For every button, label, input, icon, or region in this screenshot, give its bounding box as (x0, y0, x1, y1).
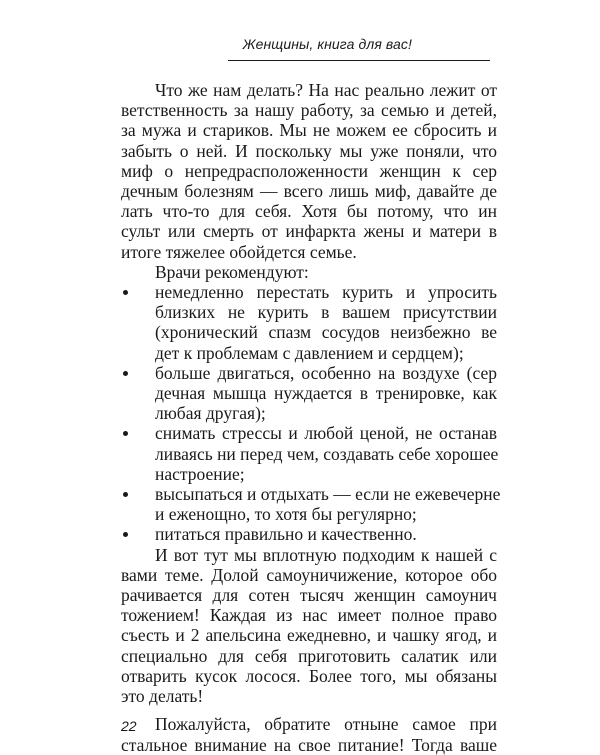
text-line: близких не курить в вашем присутствии (155, 302, 497, 323)
list-item (121, 363, 497, 424)
paragraph-gap (121, 706, 497, 714)
list-item (121, 484, 501, 525)
text-line: ливаясь ни перед чем, создавать себе хорошее (155, 443, 499, 464)
header-rule (228, 60, 490, 61)
running-header: Женщины, книга для вас! (242, 36, 412, 52)
bullet-icon (123, 431, 128, 436)
recommendations-lead: Врачи рекомендуют: (155, 261, 309, 282)
text-line: ветственность за нашу работу, за семью и детей, (121, 100, 497, 121)
text-line: стальное внимание на свое питание! Тогда ваше (121, 734, 497, 755)
text-line: миф о непредрасположенности женщин к сер (121, 160, 497, 181)
text-line: дечная мышца нуждается в тренировке, как (155, 383, 497, 404)
paragraph-1 (121, 80, 497, 262)
paragraph-3 (121, 714, 497, 754)
bullet-icon (123, 290, 128, 295)
text-line: итоге тяжелее обойдется семье. (121, 241, 357, 262)
text-line: съесть и 2 апельсина ежедневно, и чашку ягод, и (121, 625, 497, 646)
bullet-icon (123, 492, 128, 497)
list-item (121, 423, 497, 484)
text-line: специально для себя приготовить салатик или (121, 645, 497, 666)
text-line: высыпаться и отдыхать — если не ежевечерне (155, 484, 501, 505)
text-line: тожением! Каждая из нас имеет полное право (121, 605, 497, 626)
body-text (121, 80, 501, 755)
list-item (121, 282, 497, 363)
text-line: это делать! (121, 686, 204, 707)
list-item (121, 524, 497, 544)
text-line: отварить кусок лосося. Более того, мы обязаны (121, 665, 497, 686)
text-line: настроение; (155, 463, 245, 484)
text-line: И вот тут мы вплотную подходим к нашей с (155, 544, 497, 565)
bullet-icon (123, 532, 128, 537)
text-line: и еженощно, то хотя бы регулярно; (155, 504, 417, 525)
text-line: сульт или смерть от инфаркта жены и матери в (121, 221, 497, 242)
text-line: лать что-то для себя. Хотя бы потому, что ин (121, 201, 497, 222)
text-line: Пожалуйста, обратите отныне самое при (155, 714, 497, 735)
page-number: 22 (121, 718, 137, 734)
text-line: дечным болезням — всего лишь миф, давайте де (121, 181, 497, 202)
text-line: немедленно перестать курить и упросить (155, 282, 497, 303)
text-line: дет к проблемам с давлением и сердцем); (155, 342, 464, 363)
text-line: питаться правильно и качественно. (155, 524, 417, 545)
bullet-icon (123, 371, 128, 376)
text-line: вами теме. Долой самоуничижение, которое обо (121, 564, 497, 585)
text-line: Что же нам делать? На нас реально лежит от (155, 80, 497, 100)
text-line: за мужа и стариков. Мы не можем ее сбросить и (121, 120, 497, 141)
paragraph-2 (121, 545, 497, 707)
text-line: забыть о ней. И поскольку мы уже поняли, что (121, 140, 497, 161)
text-line: снимать стрессы и любой ценой, не останав (155, 423, 497, 444)
text-line: больше двигаться, особенно на воздухе (сер (155, 362, 497, 383)
text-line: любая другая); (155, 403, 266, 424)
recommendations-list (121, 282, 501, 545)
text-line: рачивается для сотен тысяч женщин самоунич (121, 585, 497, 606)
text-line: (хронический спазм сосудов неизбежно ве (155, 322, 497, 343)
